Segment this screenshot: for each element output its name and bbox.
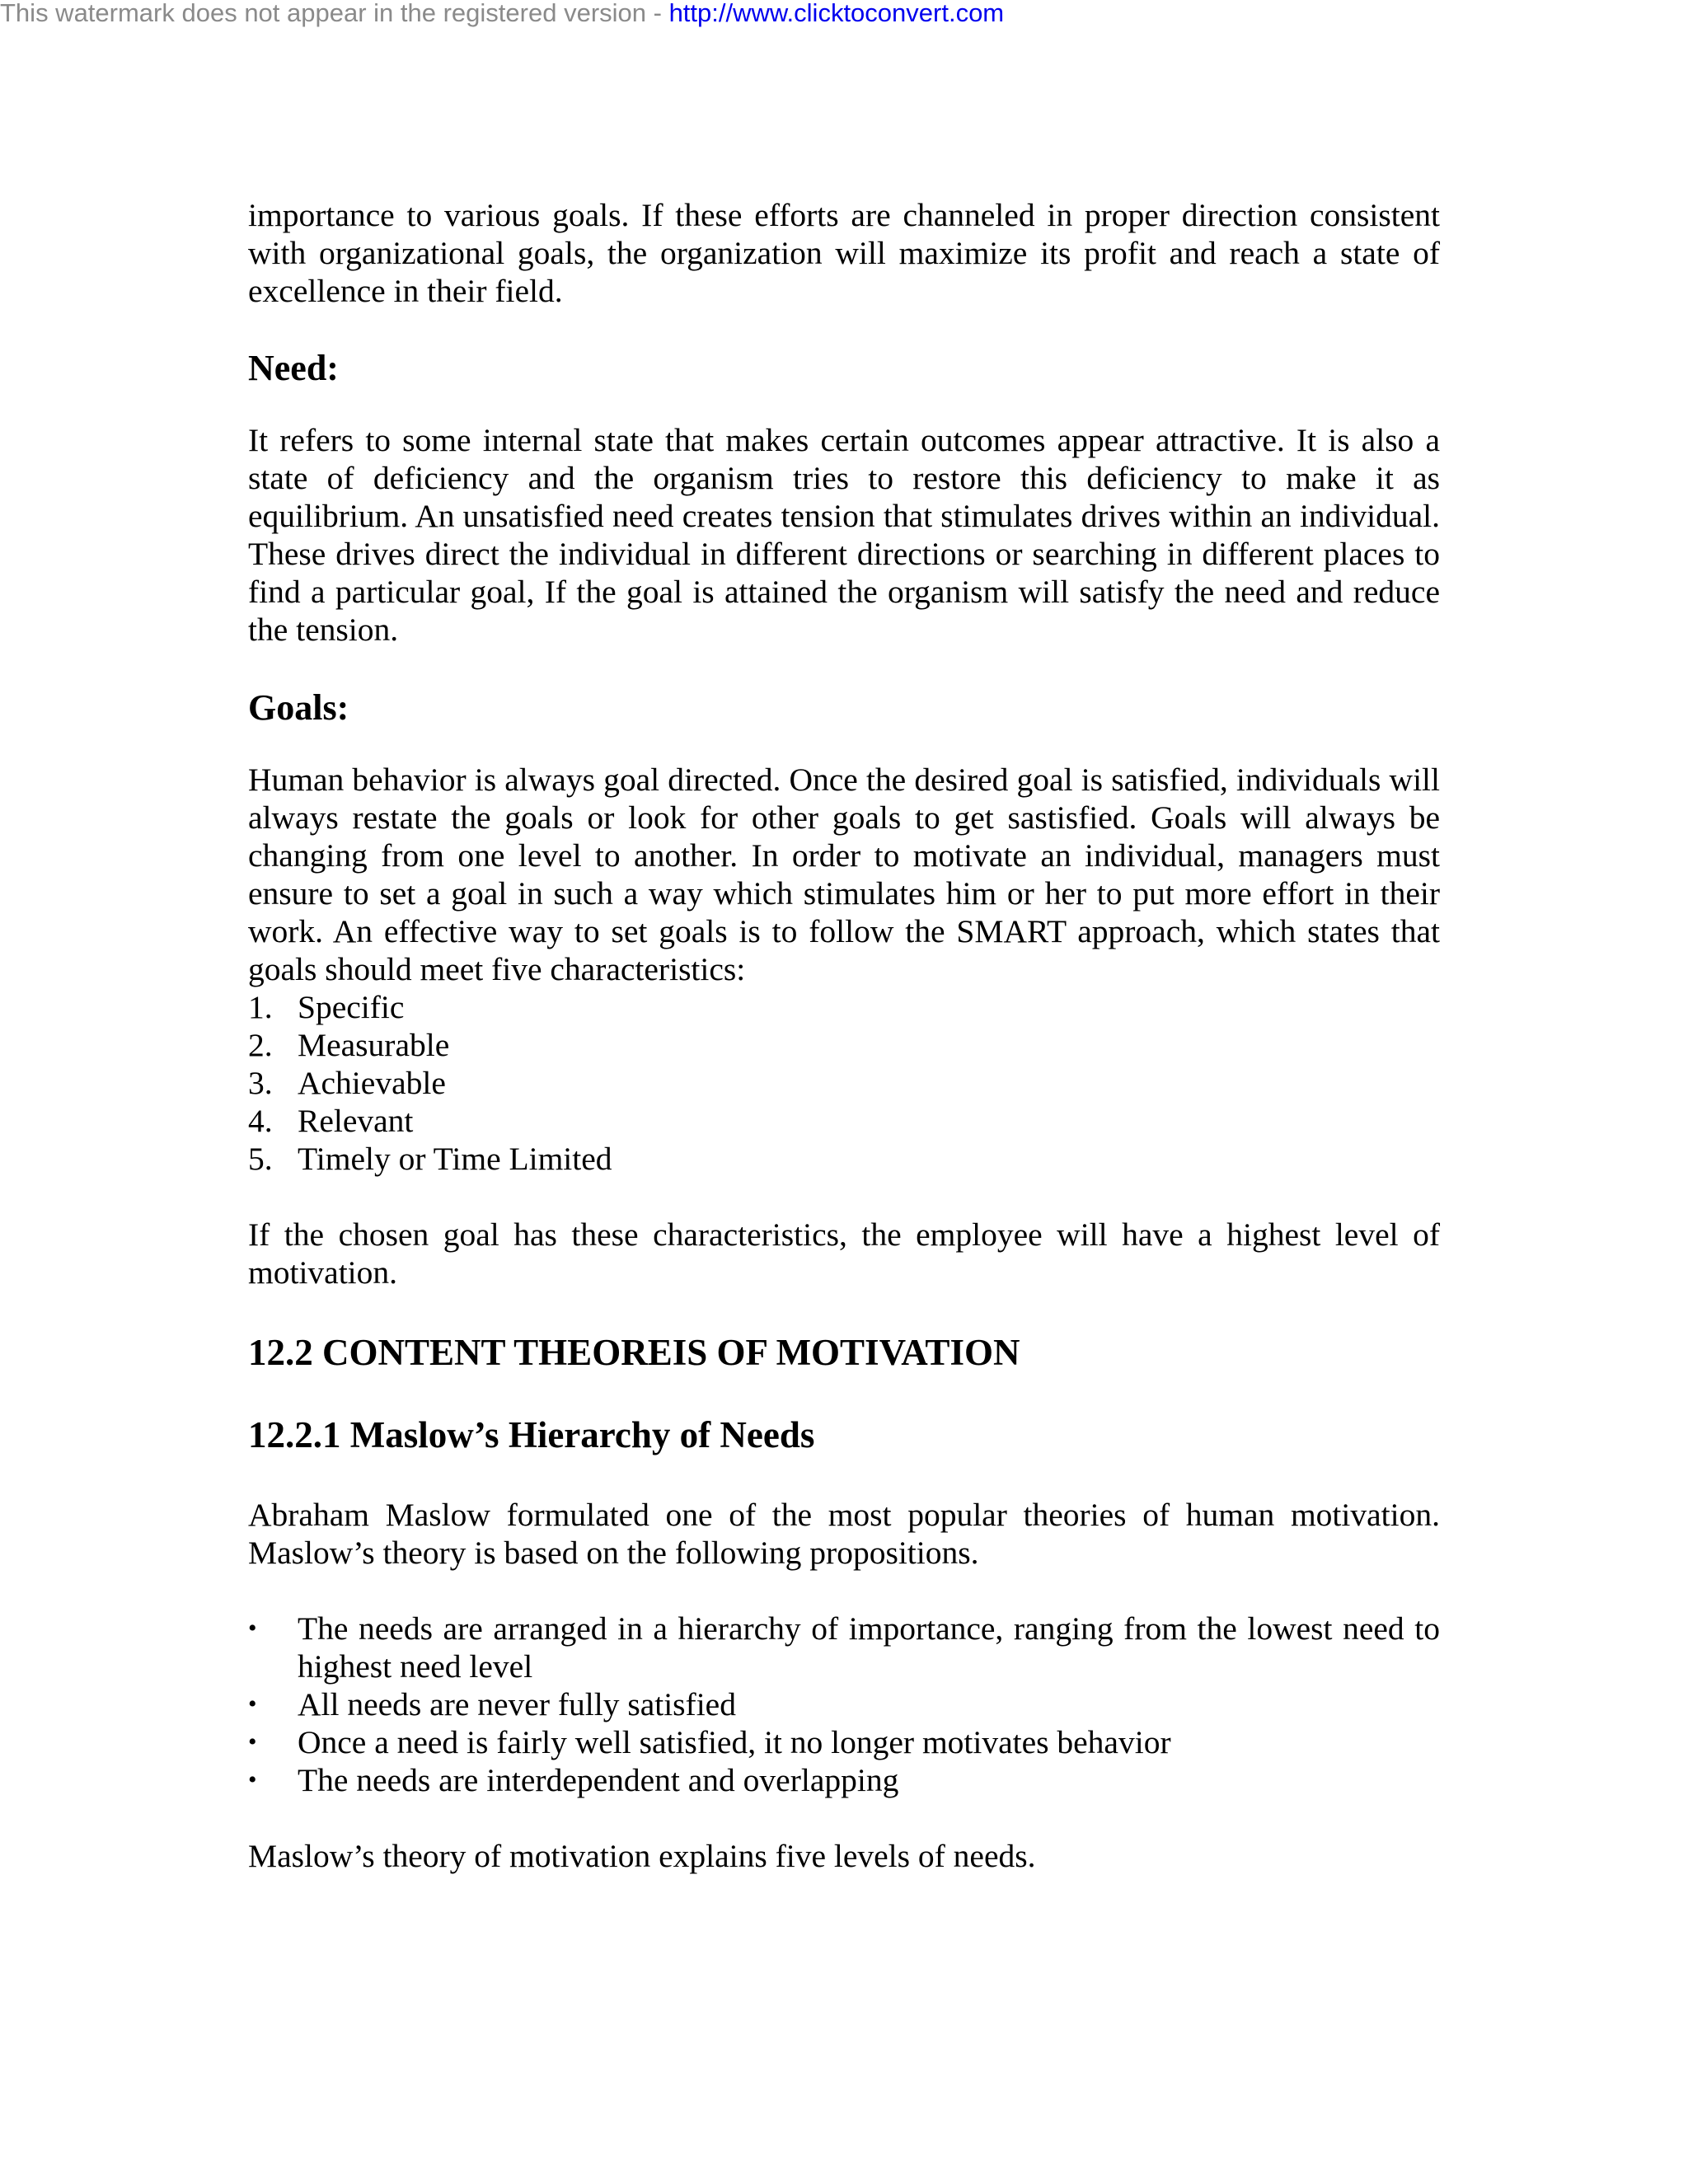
list-number: 3. xyxy=(248,1065,273,1101)
list-number: 2. xyxy=(248,1027,273,1063)
propositions-list xyxy=(248,1610,1440,1799)
list-item xyxy=(248,1140,1440,1178)
page-content xyxy=(248,196,1440,1875)
bullet-icon: • xyxy=(248,1690,257,1718)
intro-paragraph: importance to various goals. If these efforts are channeled in proper direction consistent with organizational goals, the organization will maximize its profit and reach a state of excellence in their field. xyxy=(248,197,1440,309)
maslow-intro: Abraham Maslow formulated one of the most popular theories of human motivation. Maslow’s theory is based on the following propositions. xyxy=(248,1497,1440,1571)
list-item-label: Measurable xyxy=(298,1027,450,1063)
bullet-text: The needs are interdependent and overlapping xyxy=(298,1762,899,1798)
list-item-label: Relevant xyxy=(298,1103,414,1139)
need-paragraph: It refers to some internal state that makes certain outcomes appear attractive. It is also a state of deficiency and the organism tries to restore this deficiency to make it as equilibrium. An unsatisfied need creates tension that stimulates drives within an individual. These drives direct the individual in different directions or searching in different places to find a particular goal, If the goal is attained the organism will satisfy the need and reduce the tension. xyxy=(248,422,1440,648)
list-item-label: Timely or Time Limited xyxy=(298,1141,612,1177)
need-heading: Need: xyxy=(248,348,339,388)
list-item xyxy=(248,1064,1440,1102)
goals-conclusion: If the chosen goal has these characteristics, the employee will have a highest level of motivation. xyxy=(248,1216,1440,1291)
subsection-heading: 12.2.1 Maslow’s Hierarchy of Needs xyxy=(248,1414,815,1455)
smart-list xyxy=(248,988,1440,1178)
list-item xyxy=(248,1685,1440,1723)
list-item xyxy=(248,1723,1440,1761)
list-item xyxy=(248,988,1440,1026)
list-item xyxy=(248,1102,1440,1140)
list-item xyxy=(248,1026,1440,1064)
goals-paragraph: Human behavior is always goal directed. Once the desired goal is satisfied, individuals will always restate the goals or look for other goals to get sastisfied. Goals will always be changing from one level to another. In order to motivate an individual, managers must ensure to set a goal in such a way which stimulates him or her to put more effort in their work. An effective way to set goals is to follow the SMART approach, which states that goals should meet five characteristics: xyxy=(248,762,1440,987)
list-number: 5. xyxy=(248,1141,273,1177)
watermark-text: This watermark does not appear in the registered version - xyxy=(0,0,669,27)
list-item-label: Achievable xyxy=(298,1065,446,1101)
bullet-icon: • xyxy=(248,1615,257,1642)
bullet-icon: • xyxy=(248,1728,257,1755)
goals-heading: Goals: xyxy=(248,687,349,728)
bullet-icon: • xyxy=(248,1766,257,1793)
watermark-link[interactable]: http://www.clicktoconvert.com xyxy=(668,0,1005,27)
list-item xyxy=(248,1610,1440,1685)
section-heading: 12.2 CONTENT THEOREIS OF MOTIVATION xyxy=(248,1332,1020,1373)
bullet-text: Once a need is fairly well satisfied, it no longer motivates behavior xyxy=(298,1724,1171,1760)
bullet-text: All needs are never fully satisfied xyxy=(298,1686,736,1722)
list-item xyxy=(248,1761,1440,1799)
list-number: 4. xyxy=(248,1103,273,1139)
watermark-banner xyxy=(0,0,1004,26)
bullet-text: The needs are arranged in a hierarchy of importance, ranging from the lowest need to highest need level xyxy=(298,1610,1440,1685)
maslow-closing: Maslow’s theory of motivation explains five levels of needs. xyxy=(248,1838,1036,1874)
list-item-label: Specific xyxy=(298,989,405,1025)
list-number: 1. xyxy=(248,989,273,1025)
